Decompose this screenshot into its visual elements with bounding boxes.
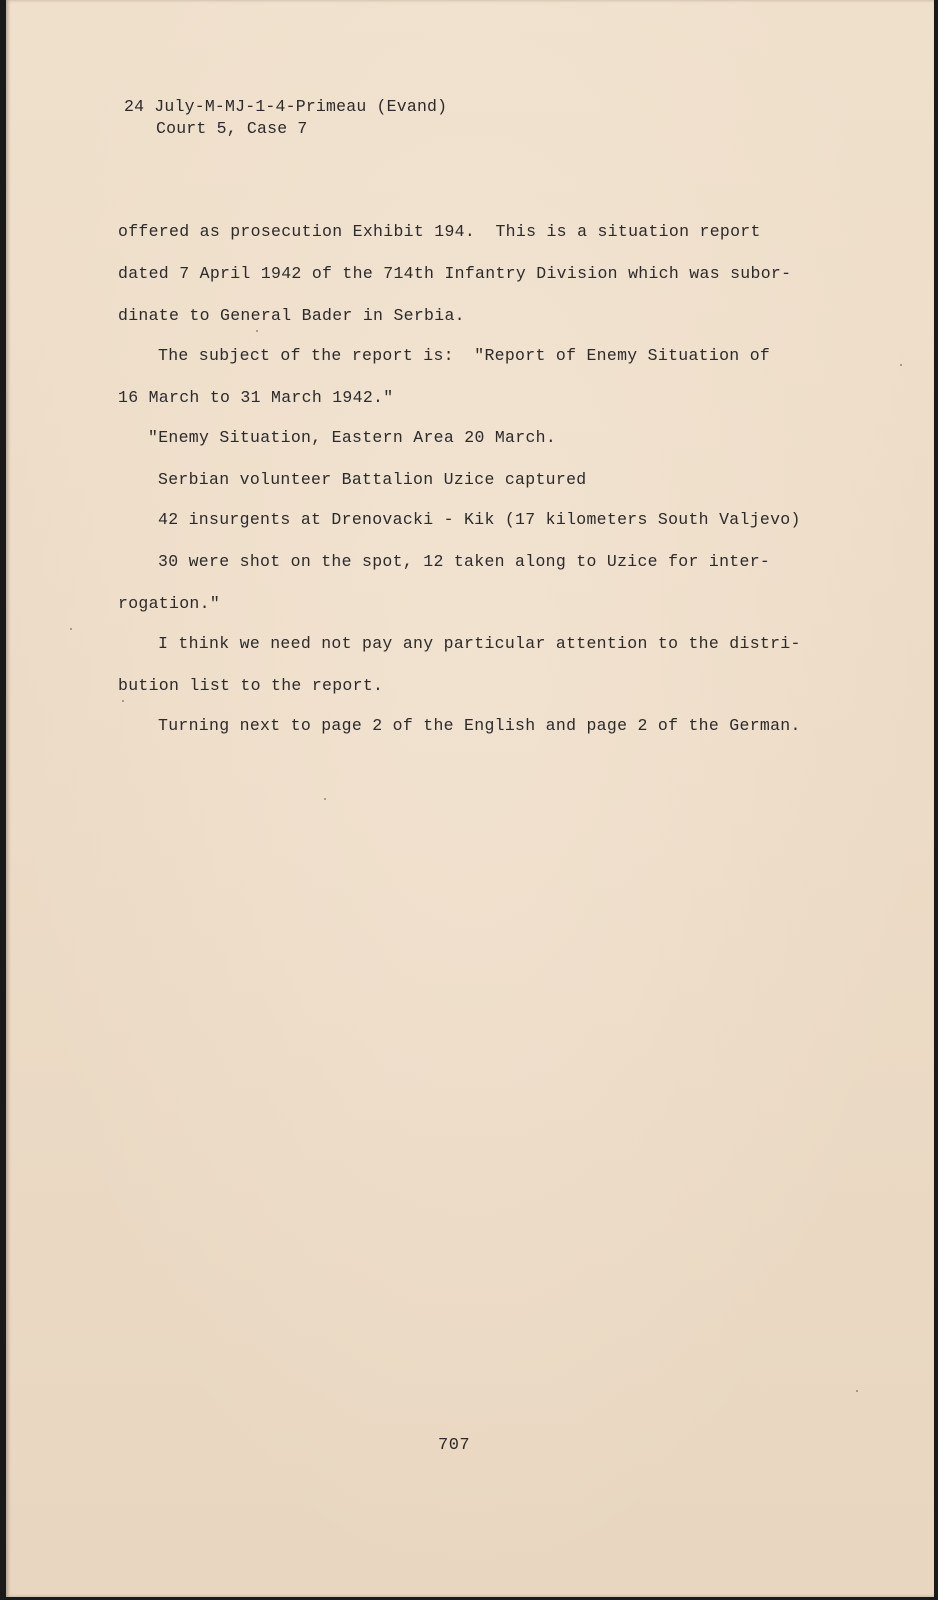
- document-page: [6, 0, 934, 1597]
- body-line: 42 insurgents at Drenovacki - Kik (17 kilometers South Valjevo): [158, 510, 801, 529]
- paper-speck: [324, 798, 326, 800]
- body-line: 16 March to 31 March 1942.": [118, 388, 394, 407]
- paper-speck: [900, 364, 902, 366]
- body-line: rogation.": [118, 594, 221, 613]
- page-number: 707: [438, 1436, 471, 1455]
- header-court-line: Court 5, Case 7: [156, 119, 308, 138]
- body-line: dated 7 April 1942 of the 714th Infantry Division which was subor-: [118, 264, 792, 283]
- body-line: Turning next to page 2 of the English and page 2 of the German.: [158, 716, 801, 735]
- document-header: [124, 96, 447, 140]
- paper-speck: [256, 330, 258, 332]
- paper-speck: [70, 628, 72, 630]
- body-line: Serbian volunteer Battalion Uzice captured: [158, 470, 587, 489]
- body-line: 30 were shot on the spot, 12 taken along to Uzice for inter-: [158, 552, 771, 571]
- paper-speck: [122, 700, 124, 702]
- body-line: offered as prosecution Exhibit 194. This is a situation report: [118, 222, 761, 241]
- header-date-line: 24 July-M-MJ-1-4-Primeau (Evand): [124, 97, 448, 116]
- body-line: The subject of the report is: "Report of Enemy Situation of: [158, 346, 771, 365]
- body-line: bution list to the report.: [118, 676, 384, 695]
- body-line: dinate to General Bader in Serbia.: [118, 306, 465, 325]
- body-line: "Enemy Situation, Eastern Area 20 March.: [148, 428, 557, 447]
- paper-speck: [856, 1390, 858, 1392]
- body-line: I think we need not pay any particular attention to the distri-: [158, 634, 801, 653]
